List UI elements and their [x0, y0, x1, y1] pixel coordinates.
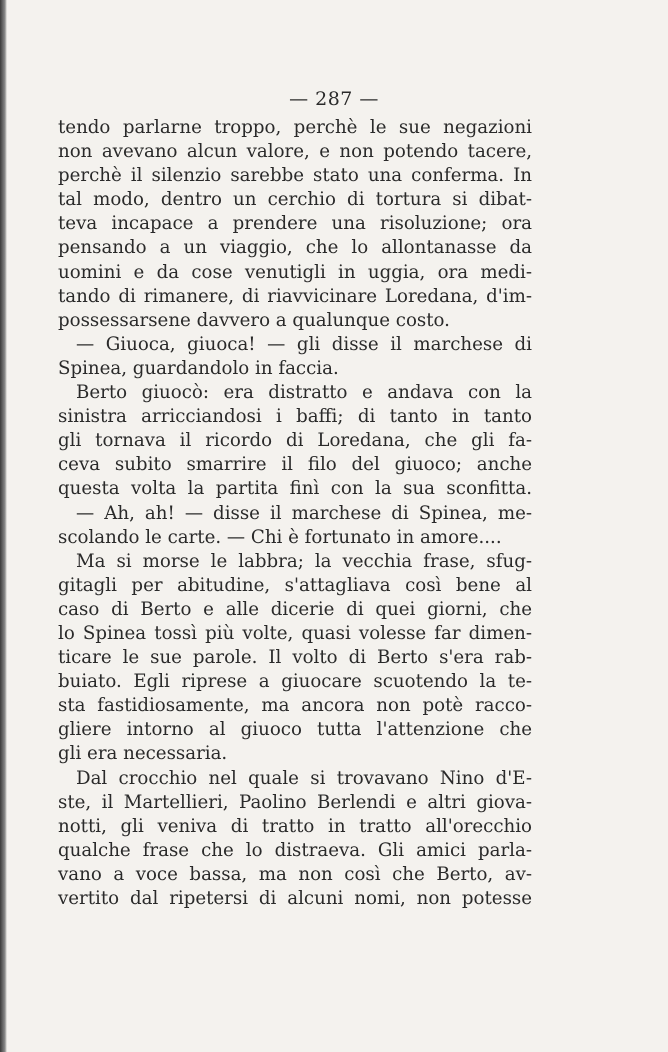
- text-line: qualche frase che lo distraeva. Gli amici parla-: [58, 839, 532, 861]
- text-line: Dal crocchio nel quale si trovavano Nino d'E-: [76, 767, 532, 789]
- text-line: gitagli per abitudine, s'attagliava così bene al: [58, 574, 532, 596]
- text-line: lo Spinea tossì più volte, quasi volesse far dimen-: [58, 622, 532, 644]
- text-line: pensando a un viaggio, che lo allontanasse da: [58, 237, 532, 259]
- page-number: — 287 —: [289, 88, 379, 110]
- text-line: — Giuoca, giuoca! — gli disse il marchese di: [76, 333, 532, 355]
- text-line: caso di Berto e alle dicerie di quei giorni, che: [58, 598, 532, 620]
- text-line: tendo parlarne troppo, perchè le sue negazioni: [58, 117, 532, 138]
- text-line: ceva subito smarrire il filo del giuoco; anche: [58, 454, 532, 476]
- text-line: tal modo, dentro un cerchio di tortura si dibat-: [58, 189, 532, 211]
- text-line: Ma si morse le labbra; la vecchia frase, sfug-: [76, 550, 532, 572]
- text-line: Berto giuocò: era distratto e andava con la: [76, 382, 532, 404]
- text-line: gli era necessaria.: [58, 743, 228, 765]
- text-line: buiato. Egli riprese a giuocare scuotendo la te-: [58, 671, 532, 693]
- body-text: [58, 116, 532, 911]
- text-line: ste, il Martellieri, Paolino Berlendi e altri giova-: [58, 791, 532, 813]
- text-line: sinistra arricciandosi i baffi; di tanto in tanto: [58, 406, 532, 428]
- text-line: — Ah, ah! — disse il marchese di Spinea, me-: [76, 502, 532, 524]
- page-binding-edge: [0, 0, 7, 1052]
- text-line: tando di rimanere, di riavvicinare Loredana, d'im-: [58, 285, 532, 307]
- text-line: gliere intorno al giuoco tutta l'attenzione che: [58, 719, 532, 741]
- text-line: uomini e da cose venutigli in uggia, ora medi-: [58, 261, 532, 283]
- text-line: ticare le sue parole. Il volto di Berto s'era rab-: [58, 647, 532, 669]
- text-line: teva incapace a prendere una risoluzione; ora: [58, 213, 532, 235]
- text-line: non avevano alcun valore, e non potendo tacere,: [58, 141, 532, 163]
- text-line: vertito dal ripetersi di alcuni nomi, non potesse: [58, 888, 532, 909]
- text-line: scolando le carte. — Chi è fortunato in amore....: [58, 526, 502, 548]
- text-line: perchè il silenzio sarebbe stato una conferma. In: [58, 165, 532, 187]
- text-line: vano a voce bassa, ma non così che Berto, av-: [58, 863, 532, 885]
- text-line: Spinea, guardandolo in faccia.: [58, 357, 339, 379]
- text-line: questa volta la partita finì con la sua sconfitta.: [58, 478, 532, 500]
- text-line: sta fastidiosamente, ma ancora non potè racco-: [58, 695, 532, 717]
- text-line: gli tornava il ricordo di Loredana, che gli fa-: [58, 430, 532, 452]
- text-line: notti, gli veniva di tratto in tratto all'orecchio: [58, 815, 532, 837]
- text-line: possessarsene davvero a qualunque costo.: [58, 309, 450, 331]
